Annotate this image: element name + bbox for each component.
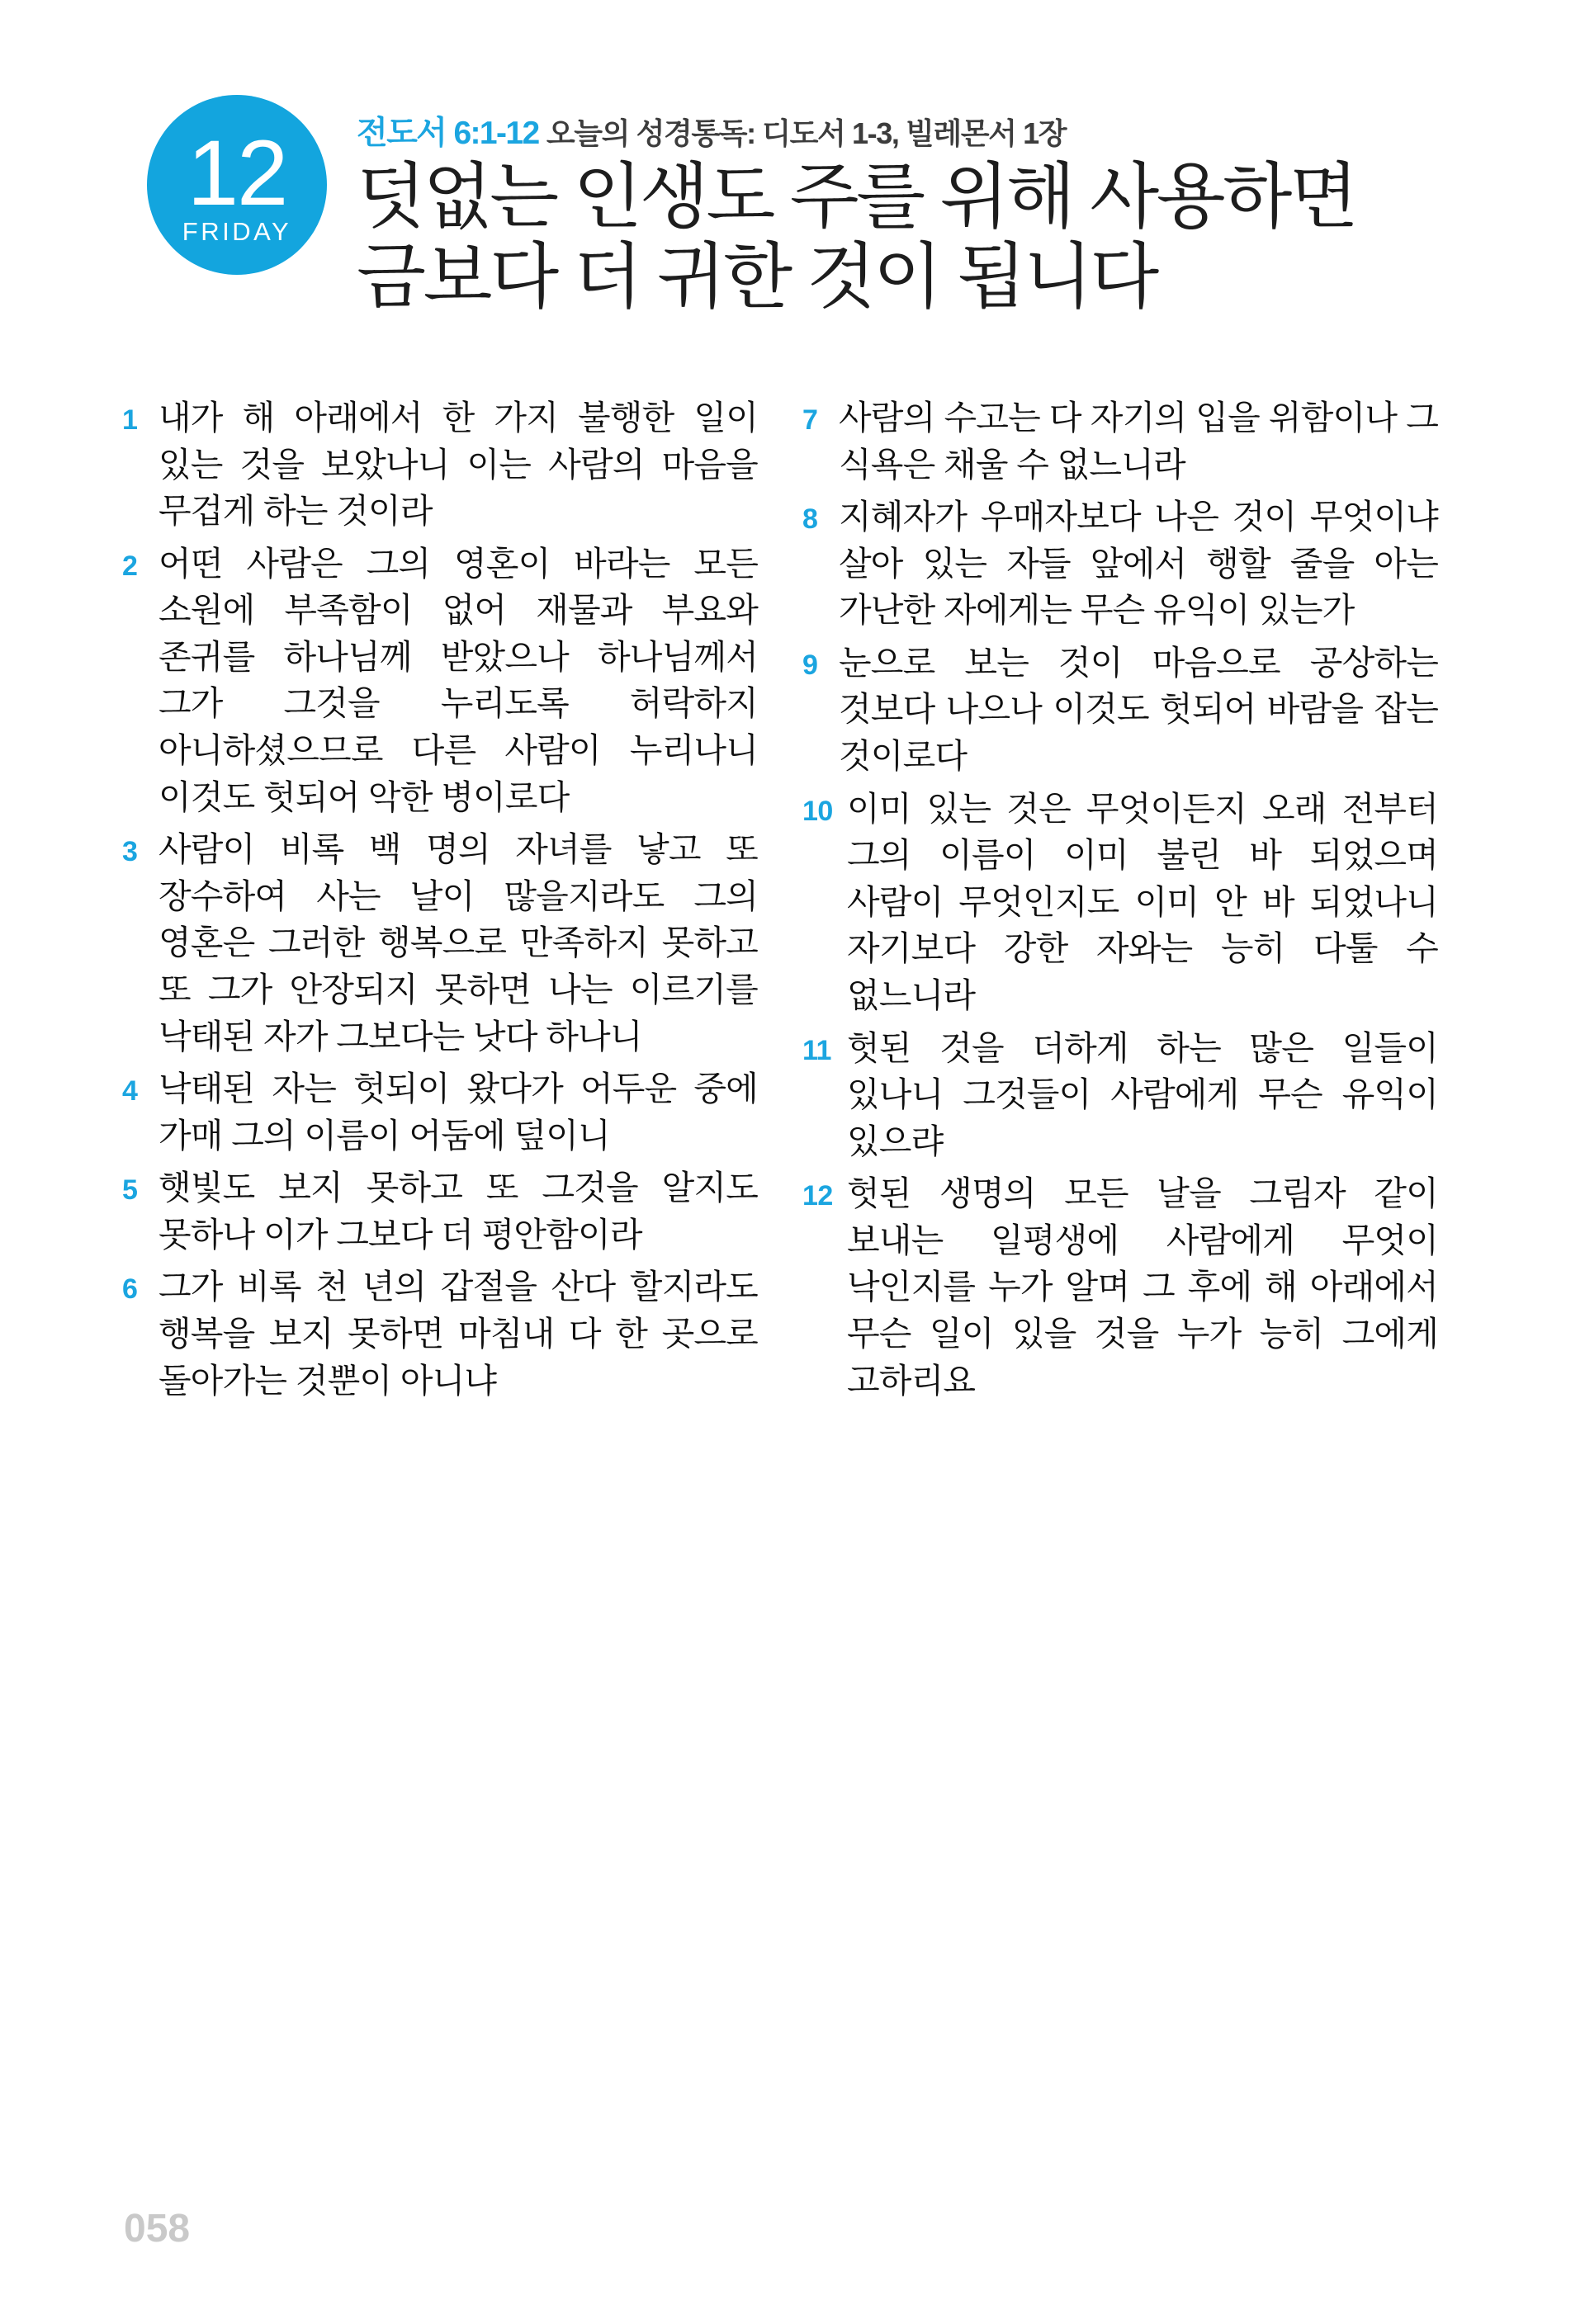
header-text-block bbox=[357, 116, 1529, 318]
verse-number: 12 bbox=[802, 1180, 833, 1212]
verse-item bbox=[122, 1264, 758, 1404]
verse-number: 5 bbox=[122, 1174, 138, 1207]
verse-text: 이미 있는 것은 무엇이든지 오래 전부터 그의 이름이 이미 불린 바 되었으며 사람이 무엇인지도 이미 안 바 되었나니 자기보다 강한 자와는 능히 다툴 수 없느니라 bbox=[847, 789, 1438, 1014]
scripture-body bbox=[0, 394, 1585, 1410]
verse-number: 7 bbox=[802, 404, 818, 436]
scripture-reference: 전도서 6:1-12 bbox=[357, 116, 539, 151]
verse-number: 9 bbox=[802, 649, 818, 681]
page-header bbox=[0, 0, 1585, 355]
page-title bbox=[357, 157, 1529, 318]
verse-text: 내가 해 아래에서 한 가지 불행한 일이 있는 것을 보았나니 이는 사람의 마음을 무겁게 하는 것이라 bbox=[158, 399, 758, 531]
verse-item bbox=[802, 1170, 1438, 1404]
verse-item bbox=[122, 541, 758, 820]
verse-number: 2 bbox=[122, 550, 138, 582]
date-badge-day-name: FRIDAY bbox=[182, 217, 292, 247]
verse-item bbox=[122, 394, 758, 535]
page-number: 058 bbox=[124, 2207, 191, 2251]
verse-item bbox=[802, 494, 1438, 634]
verse-text: 그가 비록 천 년의 갑절을 산다 할지라도 행복을 보지 못하면 마침내 다 한 곳으로 돌아가는 것뿐이 아니냐 bbox=[158, 1268, 758, 1400]
verse-text: 햇빛도 보지 못하고 또 그것을 알지도 못하나 이가 그보다 더 평안함이라 bbox=[158, 1169, 758, 1254]
date-badge bbox=[147, 95, 327, 275]
verse-item bbox=[122, 826, 758, 1060]
verse-number: 1 bbox=[122, 404, 138, 436]
verse-number: 8 bbox=[802, 503, 818, 536]
scripture-column-right bbox=[802, 394, 1438, 1410]
verse-item bbox=[802, 1025, 1438, 1165]
page-title-line-1: 덧없는 인생도 주를 위해 사용하면 bbox=[357, 156, 1356, 237]
reading-plan-text: 오늘의 성경통독: 디도서 1-3, 빌레몬서 1장 bbox=[546, 116, 1067, 150]
verse-number: 3 bbox=[122, 836, 138, 868]
verse-text: 헛된 것을 더하게 하는 많은 일들이 있나니 그것들이 사람에게 무슨 유익이 있으랴 bbox=[847, 1028, 1438, 1160]
verse-number: 10 bbox=[802, 795, 833, 827]
verse-item bbox=[122, 1065, 758, 1159]
verse-number: 11 bbox=[802, 1034, 831, 1066]
verse-text: 지혜자가 우매자보다 나은 것이 무엇이냐 살아 있는 자들 앞에서 행할 줄을 아는 가난한 자에게는 무슨 유익이 있는가 bbox=[839, 498, 1438, 630]
verse-item bbox=[802, 640, 1438, 780]
verse-text: 낙태된 자는 헛되이 왔다가 어두운 중에 가매 그의 이름이 어둠에 덮이니 bbox=[158, 1070, 758, 1155]
verse-text: 눈으로 보는 것이 마음으로 공상하는 것보다 나으나 이것도 헛되어 바람을 잡는 것이로다 bbox=[839, 643, 1438, 776]
verse-number: 6 bbox=[122, 1273, 138, 1306]
verse-text: 어떤 사람은 그의 영혼이 바라는 모든 소원에 부족함이 없어 재물과 부요와 존귀를 하나님께 받았으나 하나님께서 그가 그것을 누리도록 허락하지 아니하셨으므로 다른 사람이 누리나니 이것도 헛되어 악한 병이로다 bbox=[158, 544, 758, 816]
verse-number: 4 bbox=[122, 1075, 138, 1108]
verse-item bbox=[122, 1164, 758, 1258]
scripture-column-left bbox=[122, 394, 758, 1410]
verse-text: 사람이 비록 백 명의 자녀를 낳고 또 장수하여 사는 날이 많을지라도 그의 영혼은 그러한 행복으로 만족하지 못하고 또 그가 안장되지 못하면 나는 이르기를 낙태된 자가 그보다는 낫다 하나니 bbox=[158, 830, 758, 1056]
verse-item bbox=[802, 394, 1438, 488]
scripture-subtitle bbox=[357, 116, 1529, 152]
date-badge-day-number: 12 bbox=[187, 120, 287, 224]
verse-text: 사람의 수고는 다 자기의 입을 위함이나 그 식욕은 채울 수 없느니라 bbox=[839, 399, 1438, 484]
verse-text: 헛된 생명의 모든 날을 그림자 같이 보내는 일평생에 사람에게 무엇이 낙인지를 누가 알며 그 후에 해 아래에서 무슨 일이 있을 것을 누가 능히 그에게 고하리요 bbox=[847, 1174, 1438, 1400]
verse-item bbox=[802, 786, 1438, 1019]
page-title-line-2: 금보다 더 귀한 것이 됩니다 bbox=[357, 237, 1157, 318]
